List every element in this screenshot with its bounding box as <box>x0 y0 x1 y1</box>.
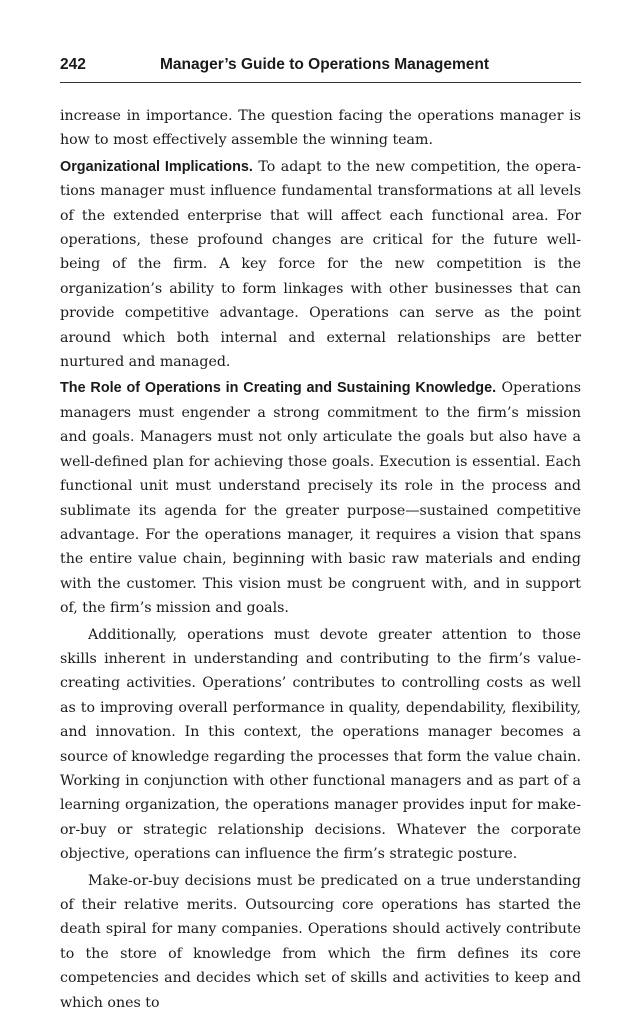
section-heading-role-of-operations: The Role of Operations in Creating and Sustaining Knowledge. <box>60 380 497 397</box>
section-heading-organizational-implications: Organizational Implications. <box>60 158 253 175</box>
paragraph-text: Operations managers must engender a strong commitment to the firm’s mission and goals. Managers must not only articulate the goals but also have a well-defined plan for achieving those goals. Execution is essential. Each functional unit must understand precisely its role in the process and sublimate its agenda for the greater purpose—sustained competitive advantage. For the operations manager, it requires a vision that spans the entire value chain, beginning with basic raw materials and ending with the customer. This vision must be congruent with, and in support of, the firm’s mission and goals. <box>60 380 581 617</box>
paragraph-text: Make-or-buy decisions must be predicated on a true understanding of their relative merits. Outsourcing core operations has started the death spiral for many companies. Operations should actively contribute to the store of knowledge from which the firm defines its core competencies and decides which set of skills and activities to keep and which ones to <box>60 872 581 1011</box>
paragraph-text: Additionally, operations must devote greater attention to those skills inherent in understanding and contributing to the firm’s value-creating activities. Operations’ contributes to controlling costs as well as to improving overall performance in quality, dependability, flexibility, and innovation. In this context, the operations manager becomes a source of knowledge regarding the processes that form the value chain. Working in conjunction with other functional managers and as part of a learning organization, the operations manager provides input for make-or-buy or strategic relationship decisions. Whatever the corporate objective, operations can influence the firm’s strategic posture. <box>60 626 581 863</box>
paragraph-text: increase in importance. The question facing the operations manager is how to most effectively assemble the winning team. <box>60 108 581 149</box>
paragraph-text: To adapt to the new competition, the operations manager must influence fundamental transformations at all levels of the extended enterprise that will affect each functional area. For operations, these profound changes are critical for the future well-being of the firm. A key force for the new competition is the organization’s ability to form linkages with other businesses that can provide competitive advantage. Operations can serve as the point around which both internal and external relationships are better nurtured and managed. <box>60 158 582 371</box>
paragraph-role-of-operations <box>60 376 581 620</box>
paragraph-make-or-buy <box>60 869 581 1015</box>
running-header <box>60 56 581 83</box>
paragraph-organizational-implications <box>60 155 581 375</box>
page-number: 242 <box>60 56 86 73</box>
paragraph-continuation <box>60 104 581 153</box>
book-title: Manager’s Guide to Operations Management <box>160 56 490 73</box>
paragraph-additionally <box>60 623 581 867</box>
body-text <box>60 104 581 1017</box>
